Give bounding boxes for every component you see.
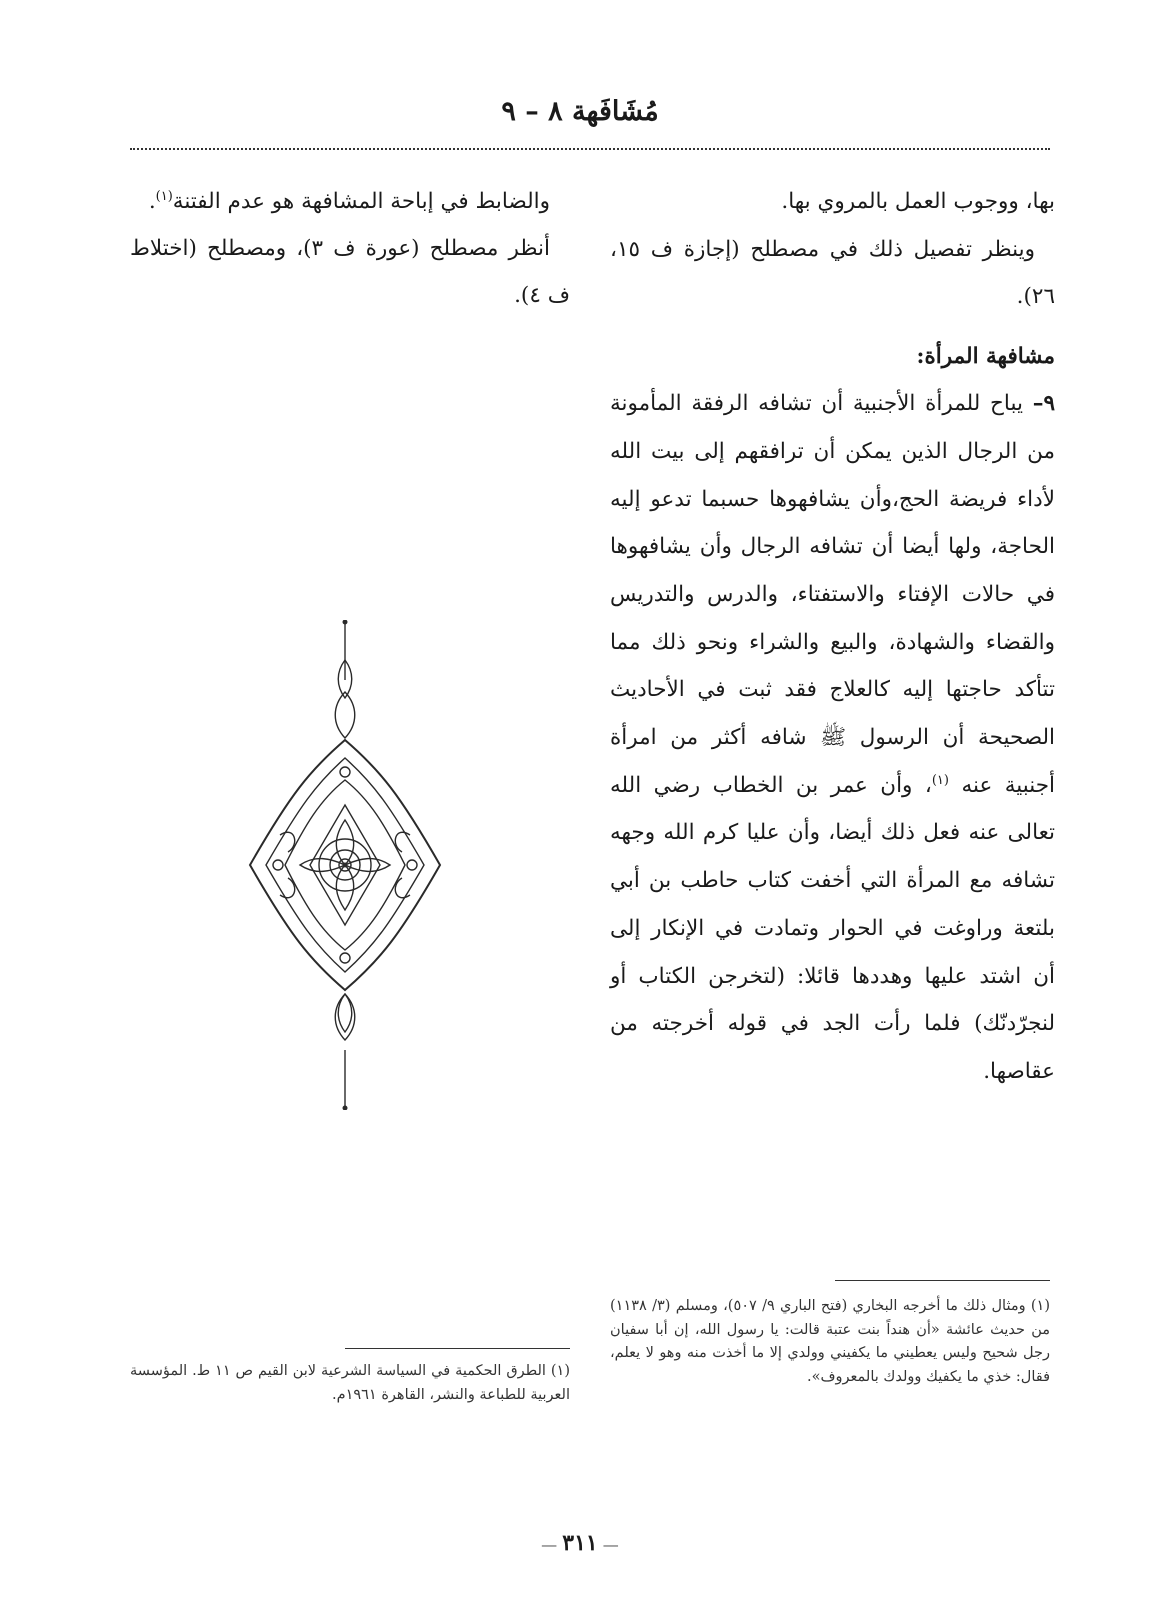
header-divider [130, 148, 1050, 150]
right-column [610, 178, 1055, 1096]
paragraph-body-continued: ، وأن عمر بن الخطاب رضي الله تعالى عنه فعل ذلك أيضا، وأن عليا كرم الله وجهه تشافه مع المرأة التي أخفت كتاب حاطب بن أبي بلتعة وراوغت في الحوار وتمادت في الإنكار إلى أن اشتد عليها وهددها قائلا: (لتخرجن الكتاب أو لنجرّدنّك) فلما رأت الجد في قوله أخرجته من عقاصها. [610, 772, 1055, 1084]
footnote-left: (١) الطرق الحكمية في السياسة الشرعية لابن القيم ص ١١ ط. المؤسسة العربية للطباعة والنشر، القاهرة ١٩٦١م. [130, 1363, 570, 1403]
paragraph-9 [610, 380, 1055, 1096]
ornament-icon [240, 620, 450, 1110]
footnote-divider-right [835, 1280, 1050, 1281]
page-title: مُشَافَهة ٨ – ٩ [501, 96, 659, 127]
footnote-marker: (١) [155, 188, 173, 204]
footnote-right: (١) ومثال ذلك ما أخرجه البخاري (فتح الباري ٩/ ٥٠٧)، ومسلم (٣/ ١١٣٨) من حديث عائشة «أن هنداً بنت عتبة قالت: يا رسول الله، إن أبا سفيان رجل شحيح وليس يعطيني ما يكفيني وولدي إلا ما أخذت منه وهو لا يعلم، فقال: خذي ما يكفيك وولدك بالمعروف». [610, 1298, 1050, 1385]
see-also-reference: أنظر مصطلح (عورة ف ٣)، ومصطلح (اختلاط ف ٤). [130, 236, 570, 308]
continuation-text: بها، ووجوب العمل بالمروي بها. [781, 189, 1055, 214]
left-column [130, 178, 570, 319]
page-number: — ٣١١ — [541, 1530, 619, 1556]
paragraph-body: يباح للمرأة الأجنبية أن تشافه الرفقة المأمونة من الرجال الذين يمكن أن ترافقهم إلى بيت الله لأداء فريضة الحج،وأن يشافهوها حسبما تدعو إليه الحاجة، ولها أيضا أن تشافه الرجال وأن يشافهوها في حالات الإفتاء والاستفتاء، والدرس والتدريس والقضاء والشهادة، والبيع والشراء ونحو ذلك مما تتأكد حاجتها إليه كالعلاج فقد ثبت في الأحاديث الصحيحة أن الرسول ﷺ شافه أكثر من امرأة أجنبية عنه [610, 391, 1056, 798]
paragraph-number: ٩– [1032, 391, 1055, 417]
section-heading: مشافهة المرأة: [916, 344, 1055, 370]
footnote-divider-left [345, 1348, 570, 1349]
ruling-end: . [148, 189, 156, 214]
see-also-reference: وينظر تفصيل ذلك في مصطلح (إجازة ف ١٥، ٢٦). [610, 236, 1055, 310]
ruling-text: والضابط في إباحة المشافهة هو عدم الفتنة [172, 189, 550, 214]
page-number-value: ٣١١ [562, 1530, 598, 1556]
ruling-paragraph [130, 178, 570, 225]
footnote-marker: (١) [931, 772, 949, 788]
